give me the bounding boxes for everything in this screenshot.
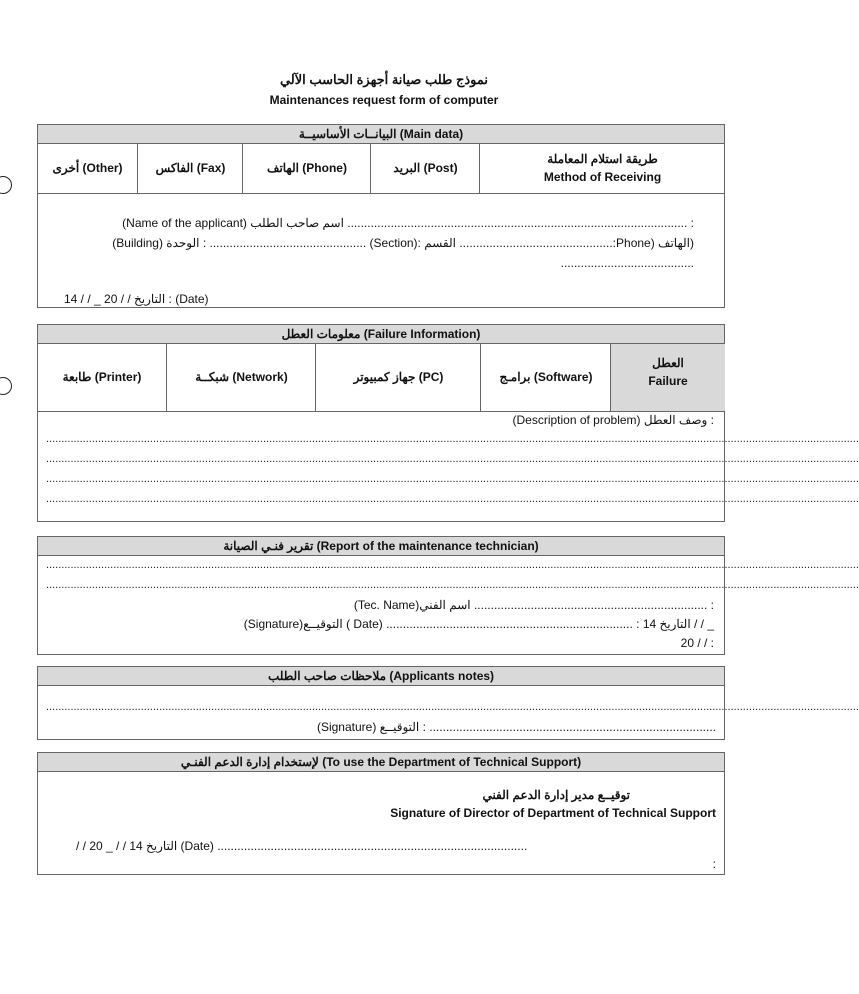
option-post[interactable]: البريد (Post) (370, 144, 480, 193)
description-of-problem-label: (Description of problem) وصف العطل : (512, 413, 714, 427)
tec-name-field[interactable]: (Tec. Name)اسم الفني ...................................................................... : (353, 598, 714, 612)
main-data-section (37, 124, 725, 308)
option-phone[interactable]: الهاتف (Phone) (242, 144, 371, 193)
description-line-1[interactable]: .......................................................................................................................................................................................................................................................................... (46, 433, 859, 445)
form-title-arabic: نموذج طلب صيانة أجهزة الحاسب الآلي (279, 72, 489, 87)
failure-label (610, 344, 725, 411)
tech-support-colon: : (712, 857, 716, 871)
technician-header: تقرير فنـي الصيانة (Report of the maintenance technician) (38, 537, 724, 556)
option-pc[interactable]: جهاز كمبيوتر (PC) (315, 344, 481, 411)
director-signature-english: Signature of Director of Department of Technical Support (390, 806, 716, 820)
binder-hole-icon (0, 176, 12, 194)
applicant-notes-line[interactable]: .......................................................................................................................................................................................................................................................................... (46, 701, 859, 713)
failure-label-english: Failure (648, 374, 688, 388)
main-date-field[interactable]: 14 / / _ 20 / / التاريخ : (Date) (64, 292, 209, 306)
failure-type-row (38, 344, 724, 412)
option-printer[interactable]: طابعة (Printer) (62, 370, 142, 384)
receiving-method-row (38, 144, 724, 194)
applicant-notes-header: ملاحظات صاحب الطلب (Applicants notes) (38, 667, 724, 686)
description-line-4[interactable]: .......................................................................................................................................................................................................................................................................... (46, 493, 859, 505)
method-of-receiving-label (479, 144, 725, 193)
continuation-dots: ........................................ (560, 256, 694, 270)
applicant-notes-section (37, 666, 859, 740)
tech-support-section (37, 752, 725, 875)
tech-support-date-field[interactable]: / / 20 _ / / 14 التاريخ (Date) ............................................................................................. (76, 839, 528, 853)
description-line-3[interactable]: .......................................................................................................................................................................................................................................................................... (46, 473, 859, 485)
technician-report-section (37, 536, 859, 655)
description-line-2[interactable]: .......................................................................................................................................................................................................................................................................... (46, 453, 859, 465)
failure-label-arabic: العطل (652, 356, 684, 370)
option-fax[interactable]: الفاكس (Fax) (137, 144, 243, 193)
technician-report-line-1[interactable]: .......................................................................................................................................................................................................................................................................... (46, 559, 859, 571)
technician-date-tail: 20 / / : (680, 636, 714, 650)
building-section-phone-field[interactable]: (Building) الوحدة : ............................................... (Section): القسم ..............................................:Phone) الهاتف) (112, 236, 694, 250)
method-label-english: Method of Receiving (543, 170, 662, 184)
form-title-english: Maintenances request form of computer (269, 93, 499, 107)
applicant-name-field[interactable]: (Name of the applicant) اسم صاحب الطلب ...................................................................................................... : (122, 216, 694, 230)
method-label-arabic: طريقة استلام المعاملة (547, 152, 658, 166)
tech-support-header: لإستخدام إدارة الدعم الفنـي (To use the Department of Technical Support) (38, 753, 724, 772)
technician-signature-date-field[interactable]: (Signature)التوقيــع ( Date) .......................................................................... : التاريخ 14 / / _ (243, 617, 714, 631)
binder-hole-icon (0, 377, 12, 395)
option-other[interactable]: أخرى (Other) (52, 161, 123, 175)
option-network[interactable]: شبكــة (Network) (166, 344, 316, 411)
applicant-signature-field[interactable]: (Signature) التوقيــع : ...................................................................................... (316, 720, 716, 734)
director-signature-arabic: توقيــع مدير إدارة الدعم الفني (482, 788, 630, 802)
failure-header: معلومات العطل (Failure Information) (38, 325, 724, 344)
main-data-header: البيانــات الأساسيــة (Main data) (38, 125, 724, 144)
option-software[interactable]: برامـج (Software) (480, 344, 611, 411)
failure-section (37, 324, 859, 522)
technician-report-line-2[interactable]: .......................................................................................................................................................................................................................................................................... (46, 579, 859, 591)
